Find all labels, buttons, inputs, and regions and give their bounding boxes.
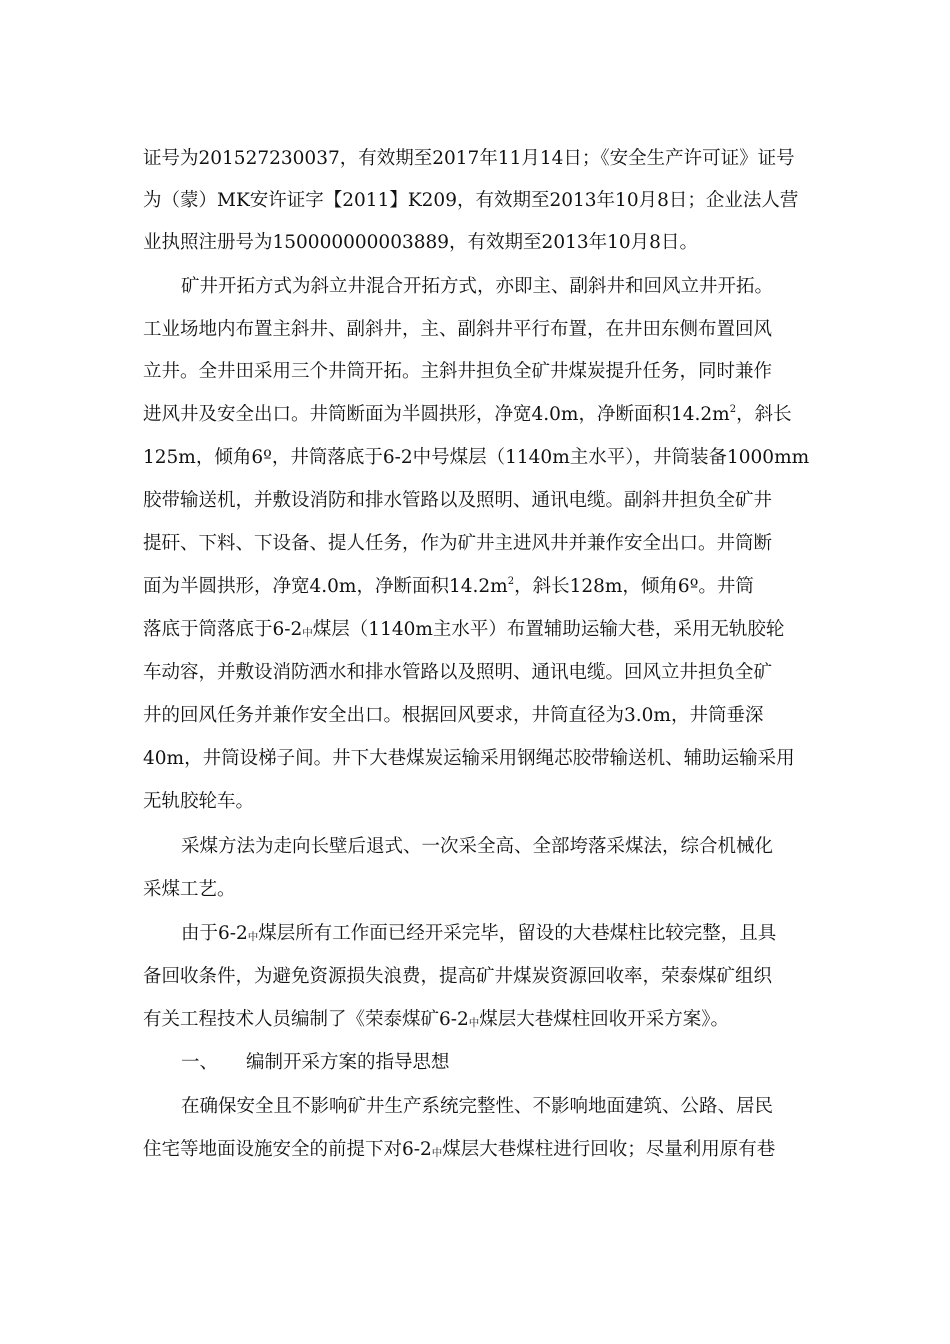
- text-line: 矿井开拓方式为斜立井混合开拓方式，亦即主、副斜井和回风立井开拓。: [181, 276, 774, 297]
- text-line: 井的回风任务并兼作安全出口。根据回风要求，井筒直径为3.0m，井筒垂深: [143, 705, 764, 726]
- heading-number: 一、: [181, 1052, 219, 1073]
- text-line: 为（蒙）MK安许证字【2011】K209，有效期至2013年10月8日；企业法人营: [143, 190, 799, 211]
- text-run: 煤层大巷煤柱进行回收；尽量利用原有巷: [442, 1139, 776, 1160]
- text-run: 住宅等地面设施安全的前提下对6-2: [143, 1139, 432, 1160]
- text-line: 备回收条件，为避免资源损失浪费，提高矿井煤炭资源回收率，荣泰煤矿组织: [143, 966, 773, 987]
- text-line: [143, 1001, 729, 1042]
- text-line: [181, 915, 776, 956]
- text-line: 采煤工艺。: [143, 879, 236, 900]
- text-run: 落底于筒落底于6-2: [143, 619, 303, 640]
- text-run: ，斜长: [736, 404, 792, 425]
- subscript: 中: [302, 627, 313, 639]
- text-line: 胶带输送机，并敷设消防和排水管路以及照明、通讯电缆。副斜井担负全矿井: [143, 490, 773, 511]
- text-line: 立井。全井田采用三个井筒开拓。主斜井担负全矿井煤炭提升任务，同时兼作: [143, 361, 773, 382]
- superscript: 2: [729, 404, 737, 415]
- superscript: 2: [507, 576, 515, 587]
- text-line: 证号为201527230037，有效期至2017年11月14日；《安全生产许可证》证号: [143, 148, 795, 169]
- text-run: 由于6-2: [181, 923, 248, 944]
- text-line: [143, 611, 784, 652]
- text-run: 煤层（1140m主水平）布置辅助运输大巷，采用无轨胶轮: [312, 619, 785, 640]
- text-line: 工业场地内布置主斜井、副斜井，主、副斜井平行布置，在井田东侧布置回风: [143, 319, 773, 340]
- subscript: 中: [247, 931, 259, 943]
- text-run: ，斜长128m，倾角6º。井筒: [514, 576, 754, 597]
- text-run: 进风井及安全出口。井筒断面为半圆拱形，净宽4.0m，净断面积14.2m: [143, 404, 730, 425]
- text-line: 业执照注册号为150000000003889，有效期至2013年10月8日。: [143, 232, 698, 253]
- text-run: 煤层大巷煤柱回收开采方案》。: [479, 1009, 730, 1030]
- text-line: 125m，倾角6º，井筒落底于6-2中号煤层（1140m主水平），井筒装备1000mm: [143, 447, 810, 468]
- text-line: [143, 1131, 775, 1172]
- text-line: 采煤方法为走向长壁后退式、一次采全高、全部垮落采煤法，综合机械化: [181, 836, 774, 857]
- text-line: 无轨胶轮车。: [143, 791, 255, 812]
- text-run: 面为半圆拱形，净宽4.0m，净断面积14.2m: [143, 576, 508, 597]
- text-line: 在确保安全且不影响矿井生产系统完整性、不影响地面建筑、公路、居民: [181, 1096, 774, 1117]
- text-line: 车动容，并敷设消防洒水和排水管路以及照明、通讯电缆。回风立井担负全矿: [143, 662, 773, 683]
- subscript: 中: [431, 1147, 443, 1159]
- text-run: 有关工程技术人员编制了《荣泰煤矿6-2: [143, 1009, 469, 1030]
- text-line: 40m，井筒设梯子间。井下大巷煤炭运输采用钢绳芯胶带输送机、辅助运输采用: [143, 748, 795, 769]
- text-line: [143, 396, 792, 434]
- text-line: 提矸、下料、下设备、提人任务，作为矿井主进风井并兼作安全出口。井筒断: [143, 533, 773, 554]
- text-run: 煤层所有工作面已经开采完毕，留设的大巷煤柱比较完整，且具: [258, 923, 777, 944]
- subscript: 中: [468, 1017, 480, 1029]
- text-line: [143, 568, 754, 606]
- heading-text: 编制开采方案的指导思想: [246, 1052, 450, 1073]
